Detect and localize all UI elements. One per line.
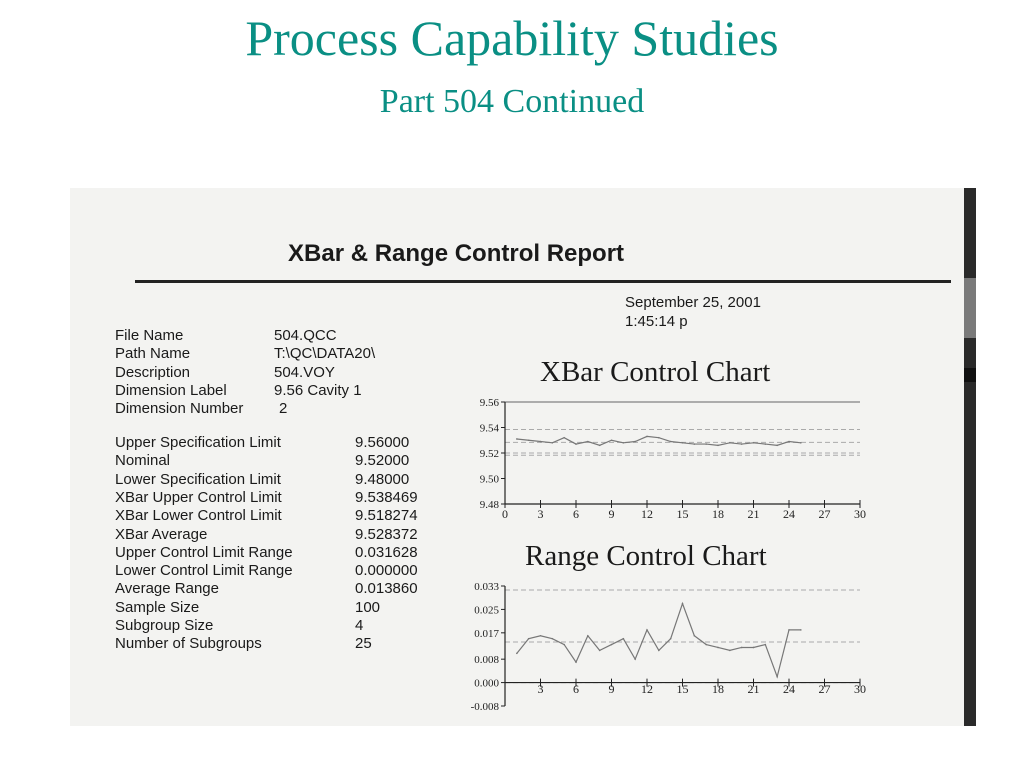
x-tick-label: 24 (783, 507, 795, 521)
file-info-value: 9.56 Cavity 1 (274, 381, 362, 399)
data-point (694, 443, 696, 445)
y-tick-label: 0.033 (474, 581, 499, 593)
stat-label: Subgroup Size (115, 617, 214, 634)
data-point (516, 653, 518, 655)
data-point (623, 442, 625, 444)
x-tick-label: 0 (502, 507, 508, 521)
file-info-label: File Name (115, 327, 184, 344)
y-tick-label: 0.025 (474, 604, 499, 617)
data-point (705, 644, 707, 646)
report-title: XBar & Range Control Report (288, 240, 625, 267)
data-point (575, 443, 577, 445)
data-point (682, 603, 684, 605)
x-tick-label: 3 (537, 507, 544, 521)
x-tick-label: 9 (608, 507, 615, 521)
stat-label: XBar Upper Control Limit (115, 488, 282, 506)
data-point (765, 644, 767, 646)
data-point (563, 437, 565, 439)
range-chart-title: Range Control Chart (525, 540, 767, 572)
data-point (765, 443, 767, 445)
data-point (705, 443, 707, 445)
stat-label: Upper Control Limit Range (115, 543, 293, 561)
x-tick-label: 6 (573, 682, 579, 696)
data-point (788, 441, 790, 443)
stat-value: 9.48000 (355, 470, 410, 488)
y-tick-label: 0.017 (474, 627, 499, 640)
x-tick-label: 9 (608, 682, 615, 696)
stat-value: 100 (355, 598, 381, 616)
data-point (528, 439, 530, 441)
data-point (741, 647, 743, 649)
stat-label: Upper Specification Limit (115, 434, 281, 451)
data-point (599, 445, 601, 447)
file-info-label: Description (115, 363, 191, 381)
data-point (540, 635, 542, 637)
stat-value: 0.000000 (355, 562, 418, 580)
data-point (658, 437, 660, 439)
data-point (776, 676, 778, 678)
data-point (634, 658, 636, 660)
data-point (670, 638, 672, 640)
data-point (658, 650, 660, 652)
x-tick-label: 30 (854, 682, 866, 696)
data-point (611, 644, 613, 646)
data-point (717, 647, 719, 649)
stat-label: Lower Specification Limit (115, 470, 281, 488)
range-control-chart (460, 578, 900, 718)
x-tick-label: 12 (641, 682, 653, 696)
data-point (563, 644, 565, 646)
slide-title: Process Capability Studies (245, 10, 779, 66)
x-tick-label: 6 (573, 507, 579, 521)
x-tick-label: 30 (854, 507, 866, 521)
y-tick-label: 9.56 (479, 397, 499, 409)
y-tick-label: -0.008 (470, 701, 499, 713)
x-tick-label: 27 (818, 682, 831, 696)
stat-label: XBar Average (115, 525, 208, 543)
data-point (682, 442, 684, 444)
file-info-value: 2 (279, 400, 288, 418)
data-point (788, 629, 790, 631)
x-tick-label: 18 (712, 682, 724, 696)
stat-value: 4 (355, 617, 364, 634)
data-point (587, 635, 589, 637)
stat-value: 9.538469 (355, 488, 418, 506)
data-point (552, 638, 554, 640)
title-divider (135, 280, 951, 283)
file-info-value: 504.QCC (274, 327, 337, 344)
data-point (599, 650, 601, 652)
data-point (575, 661, 577, 663)
stat-label: Nominal (115, 452, 171, 470)
data-point (717, 445, 719, 447)
data-point (694, 635, 696, 637)
xbar-chart-title: XBar Control Chart (540, 356, 771, 388)
xbar-control-chart (460, 392, 900, 522)
data-point (800, 442, 802, 444)
data-point (729, 650, 731, 652)
x-tick-label: 15 (676, 507, 689, 521)
data-point (552, 442, 554, 444)
data-point (516, 438, 518, 440)
y-tick-label: 9.50 (479, 473, 499, 486)
data-point (540, 441, 542, 443)
stat-value: 9.528372 (355, 525, 418, 543)
stat-value: 9.56000 (355, 434, 410, 451)
data-point (646, 629, 648, 631)
stat-label: Number of Subgroups (115, 635, 262, 653)
x-tick-label: 27 (818, 507, 831, 521)
stat-value: 9.52000 (355, 452, 410, 470)
data-point (753, 442, 755, 444)
y-tick-label: 0.000 (474, 677, 499, 690)
y-tick-label: 9.48 (479, 499, 499, 511)
stat-value: 9.518274 (355, 507, 418, 525)
stat-label: Lower Control Limit Range (115, 562, 293, 580)
data-point (800, 629, 802, 631)
data-point (611, 439, 613, 441)
report-time: 1:45:14 p (625, 313, 688, 330)
stat-value: 0.031628 (355, 543, 418, 561)
stat-value: 0.013860 (355, 580, 418, 598)
x-tick-label: 15 (676, 682, 689, 696)
data-point (729, 442, 731, 444)
x-tick-label: 12 (641, 507, 653, 521)
y-tick-label: 9.52 (479, 448, 499, 460)
x-tick-label: 3 (537, 682, 544, 696)
x-tick-label: 21 (747, 507, 760, 521)
slide-subtitle: Part 504 Continued (379, 83, 645, 120)
stat-value: 25 (355, 635, 372, 653)
data-point (646, 436, 648, 438)
x-tick-label: 24 (783, 682, 795, 696)
series-line (517, 604, 801, 677)
file-info-label: Path Name (115, 345, 191, 363)
data-point (753, 647, 755, 649)
stat-label: XBar Lower Control Limit (115, 507, 282, 525)
data-point (528, 638, 530, 640)
report-date: September 25, 2001 (625, 294, 761, 311)
data-point (670, 441, 672, 443)
file-info-value: T:\QC\DATA20\ (274, 345, 376, 363)
data-point (741, 443, 743, 445)
y-tick-label: 0.008 (474, 654, 499, 667)
data-point (623, 638, 625, 640)
file-info-label: Dimension Number (115, 400, 244, 418)
file-info-label: Dimension Label (115, 381, 227, 399)
stat-label: Sample Size (115, 598, 200, 616)
data-point (776, 445, 778, 447)
stat-label: Average Range (115, 580, 219, 598)
data-point (634, 441, 636, 443)
data-point (587, 441, 589, 443)
scan-edge (964, 188, 976, 726)
x-tick-label: 21 (747, 682, 760, 696)
file-info-value: 504.VOY (274, 363, 335, 381)
x-tick-label: 18 (712, 507, 724, 521)
scanned-report (70, 188, 976, 726)
y-tick-label: 9.54 (479, 422, 499, 435)
